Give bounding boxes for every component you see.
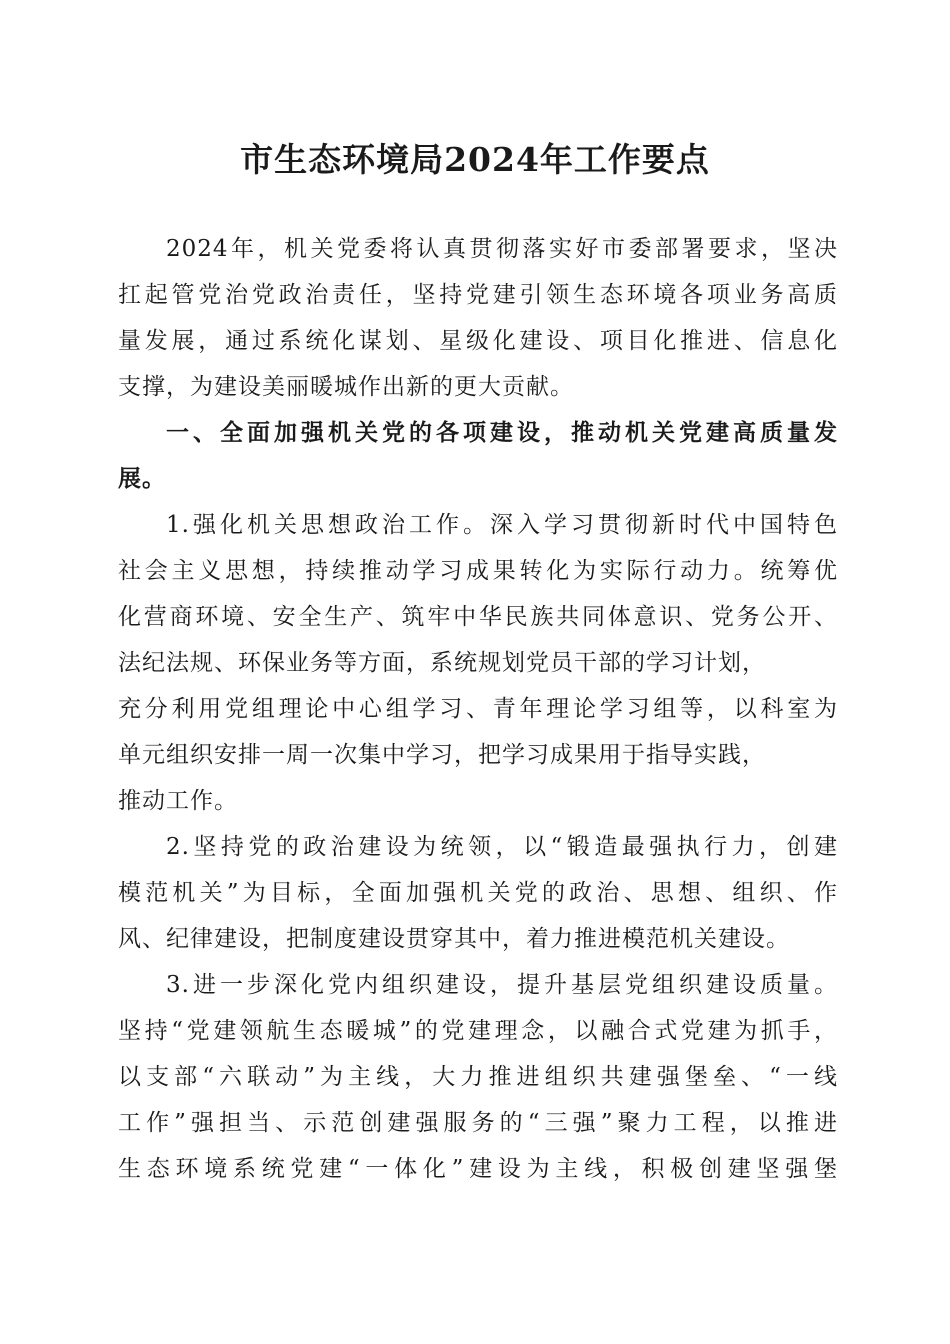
text-line: 工作”强担当、示范创建强服务的“三强”聚力工程，以推进 <box>118 1110 838 1136</box>
heading-line: 展。 <box>118 466 166 492</box>
text-line: 3.进一步深化党内组织建设，提升基层党组织建设质量。 <box>166 972 838 998</box>
text-line: 2024年，机关党委将认真贯彻落实好市委部署要求，坚决 <box>166 236 838 262</box>
text-line: 以支部“六联动”为主线，大力推进组织共建强堡垒、“一线 <box>118 1064 838 1090</box>
heading-line: 一、全面加强机关党的各项建设，推动机关党建高质量发 <box>166 420 838 446</box>
text-line: 扛起管党治党政治责任，坚持党建引领生态环境各项业务高质 <box>118 282 838 308</box>
text-line: 法纪法规、环保业务等方面，系统规划党员干部的学习计划， <box>118 650 766 676</box>
text-line: 支撑，为建设美丽暖城作出新的更大贡献。 <box>118 374 574 400</box>
text-line: 推动工作。 <box>118 788 238 814</box>
text-line: 充分利用党组理论中心组学习、青年理论学习组等，以科室为 <box>118 696 838 722</box>
document-title: 市生态环境局2024年工作要点 <box>240 140 710 179</box>
document-body <box>118 226 838 1192</box>
text-line: 坚持“党建领航生态暖城”的党建理念，以融合式党建为抓手， <box>118 1018 838 1044</box>
paragraph-item-3 <box>118 962 838 1192</box>
text-line: 化营商环境、安全生产、筑牢中华民族共同体意识、党务公开、 <box>118 604 838 630</box>
text-line: 社会主义思想，持续推动学习成果转化为实际行动力。统筹优 <box>118 558 838 584</box>
paragraph-intro <box>118 226 838 410</box>
text-line: 模范机关”为目标，全面加强机关党的政治、思想、组织、作 <box>118 880 838 906</box>
text-line: 单元组织安排一周一次集中学习，把学习成果用于指导实践， <box>118 742 766 768</box>
text-line: 风、纪律建设，把制度建设贯穿其中，着力推进模范机关建设。 <box>118 926 790 952</box>
paragraph-item-1 <box>118 502 838 824</box>
paragraph-item-2 <box>118 824 838 962</box>
text-line: 2.坚持党的政治建设为统领，以“锻造最强执行力，创建 <box>166 834 838 860</box>
text-line: 1.强化机关思想政治工作。深入学习贯彻新时代中国特色 <box>166 512 838 538</box>
text-line: 生态环境系统党建“一体化”建设为主线，积极创建坚强堡 <box>118 1156 838 1182</box>
text-line: 量发展，通过系统化谋划、星级化建设、项目化推进、信息化 <box>118 328 838 354</box>
section-heading <box>118 410 838 502</box>
